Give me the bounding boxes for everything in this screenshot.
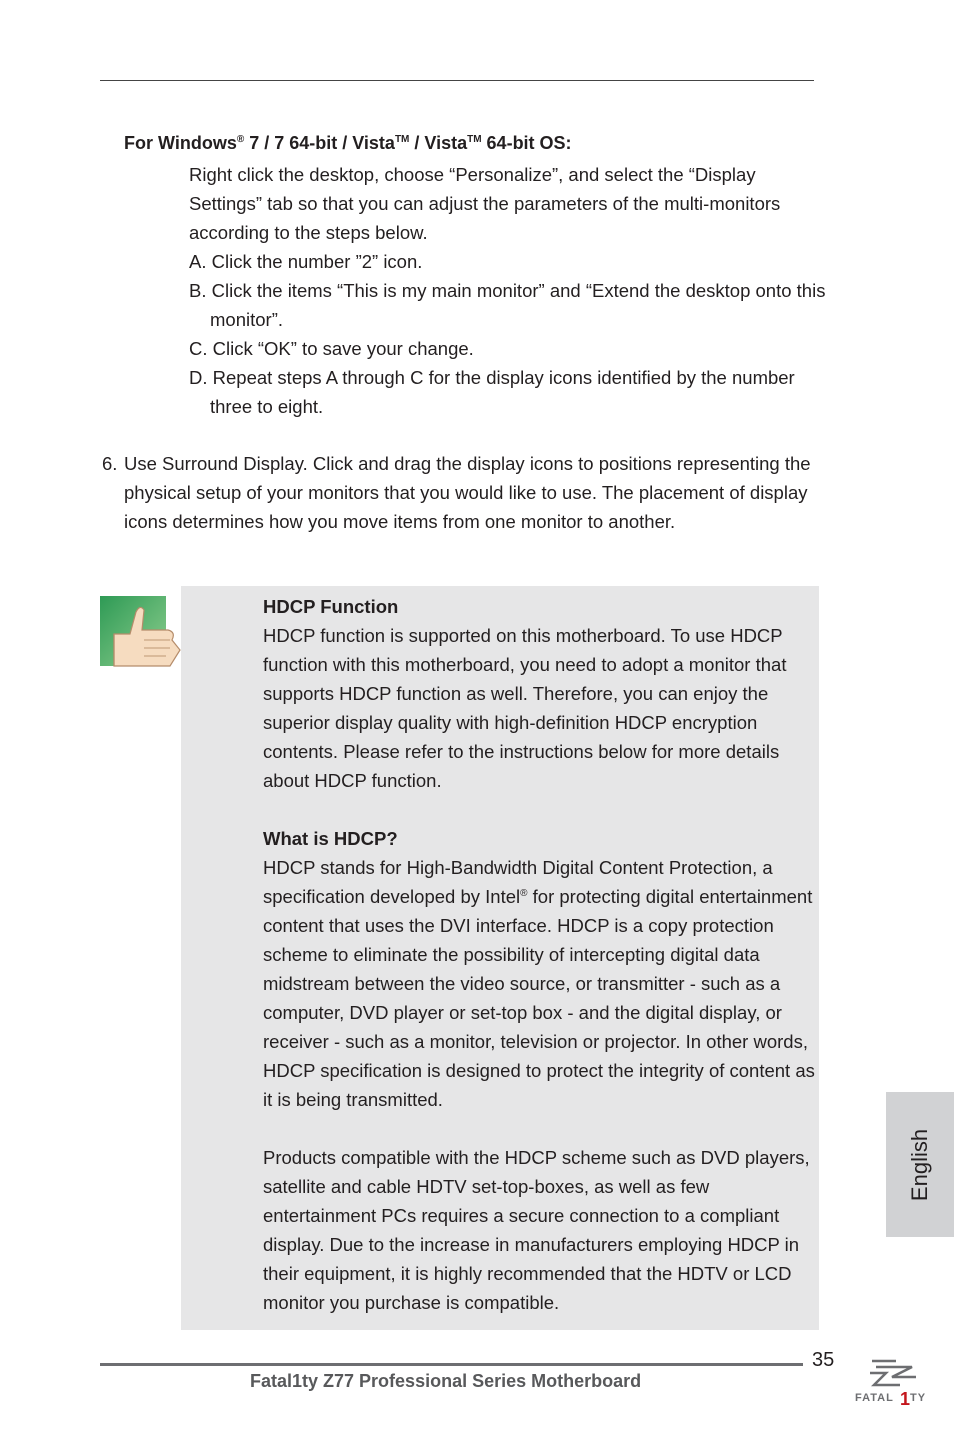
footer-title: Fatal1ty Z77 Professional Series Motherboard (250, 1371, 642, 1391)
page-number: 35 (812, 1349, 835, 1371)
bottom-rule (100, 1363, 803, 1366)
trademark-mark: TM (394, 134, 410, 145)
fatal1ty-logo-mark-icon (870, 1361, 916, 1385)
heading-part: 7 / 7 64-bit / Vista (244, 133, 395, 153)
fatal1ty-logo (852, 1355, 932, 1407)
windows-instructions (189, 160, 829, 421)
step-b: B. Click the items “This is my main monitor” and “Extend the desktop onto this monitor”. (189, 280, 826, 330)
logo-text-left: FATAL (855, 1392, 894, 1404)
registered-mark: ® (520, 888, 528, 899)
step-6-number: 6. (102, 453, 118, 474)
logo-text-right: TY (910, 1392, 927, 1404)
windows-heading (124, 133, 572, 154)
step-6-text: Use Surround Display. Click and drag the display icons to positions representing the physical setup of your monitors that you would like to use. The placement of display icons determines how you move items from one monitor to another. (124, 453, 811, 532)
step-a: A. Click the number ”2” icon. (189, 251, 423, 272)
what-is-hdcp-body: HDCP stands for High-Bandwidth Digital Content Protection, a specification developed by Intel® for protecting digital entertainment content that uses the DVI interface. HDCP is a copy protection scheme to eliminate the possibility of intercepting digital data midstream between the video source, or transmitter - such as a computer, DVD player or set-top box - and the digital display, or receiver - such as a monitor, television or projector. In other words, HDCP specification is designed to protect the integrity of content as it is being transmitted. (263, 857, 815, 1110)
language-tab-label: English (907, 1128, 932, 1201)
what-is-hdcp-heading: What is HDCP? (263, 828, 398, 849)
thumbs-up-icon (100, 596, 182, 674)
hdcp-note-text (263, 592, 815, 1317)
hdcp-function-heading: HDCP Function (263, 596, 399, 617)
windows-intro: Right click the desktop, choose “Personalize”, and select the “Display Settings” tab so that you can adjust the parameters of the multi-monitors according to the steps below. (189, 164, 781, 243)
hdcp-products-body: Products compatible with the HDCP scheme such as DVD players, satellite and cable HDTV set-top-boxes, as well as few entertainment PCs requires a secure connection to a compliant display. Due to the increase in manufacturers employing HDCP in their equipment, it is highly recommended that the HDTV or LCD monitor you purchase is compatible. (263, 1147, 810, 1313)
trademark-mark: TM (467, 134, 482, 145)
step-d: D. Repeat steps A through C for the display icons identified by the number three to eight. (189, 367, 795, 417)
hdcp-function-body: HDCP function is supported on this motherboard. To use HDCP function with this motherboard, you need to adopt a monitor that supports HDCP function as well. Therefore, you can enjoy the superior display quality with high-definition HDCP encryption contents. Please refer to the instructions below for more details about HDCP function. (263, 625, 787, 791)
step-c: C. Click “OK” to save your change. (189, 338, 474, 359)
registered-mark: ® (236, 134, 245, 145)
heading-part: For Windows (124, 133, 237, 153)
logo-text-one: 1 (900, 1389, 911, 1407)
top-rule (100, 80, 814, 81)
language-tab (886, 1092, 954, 1237)
heading-part: / Vista (409, 133, 468, 153)
step-6 (102, 449, 822, 536)
heading-part: 64-bit OS: (481, 133, 572, 153)
